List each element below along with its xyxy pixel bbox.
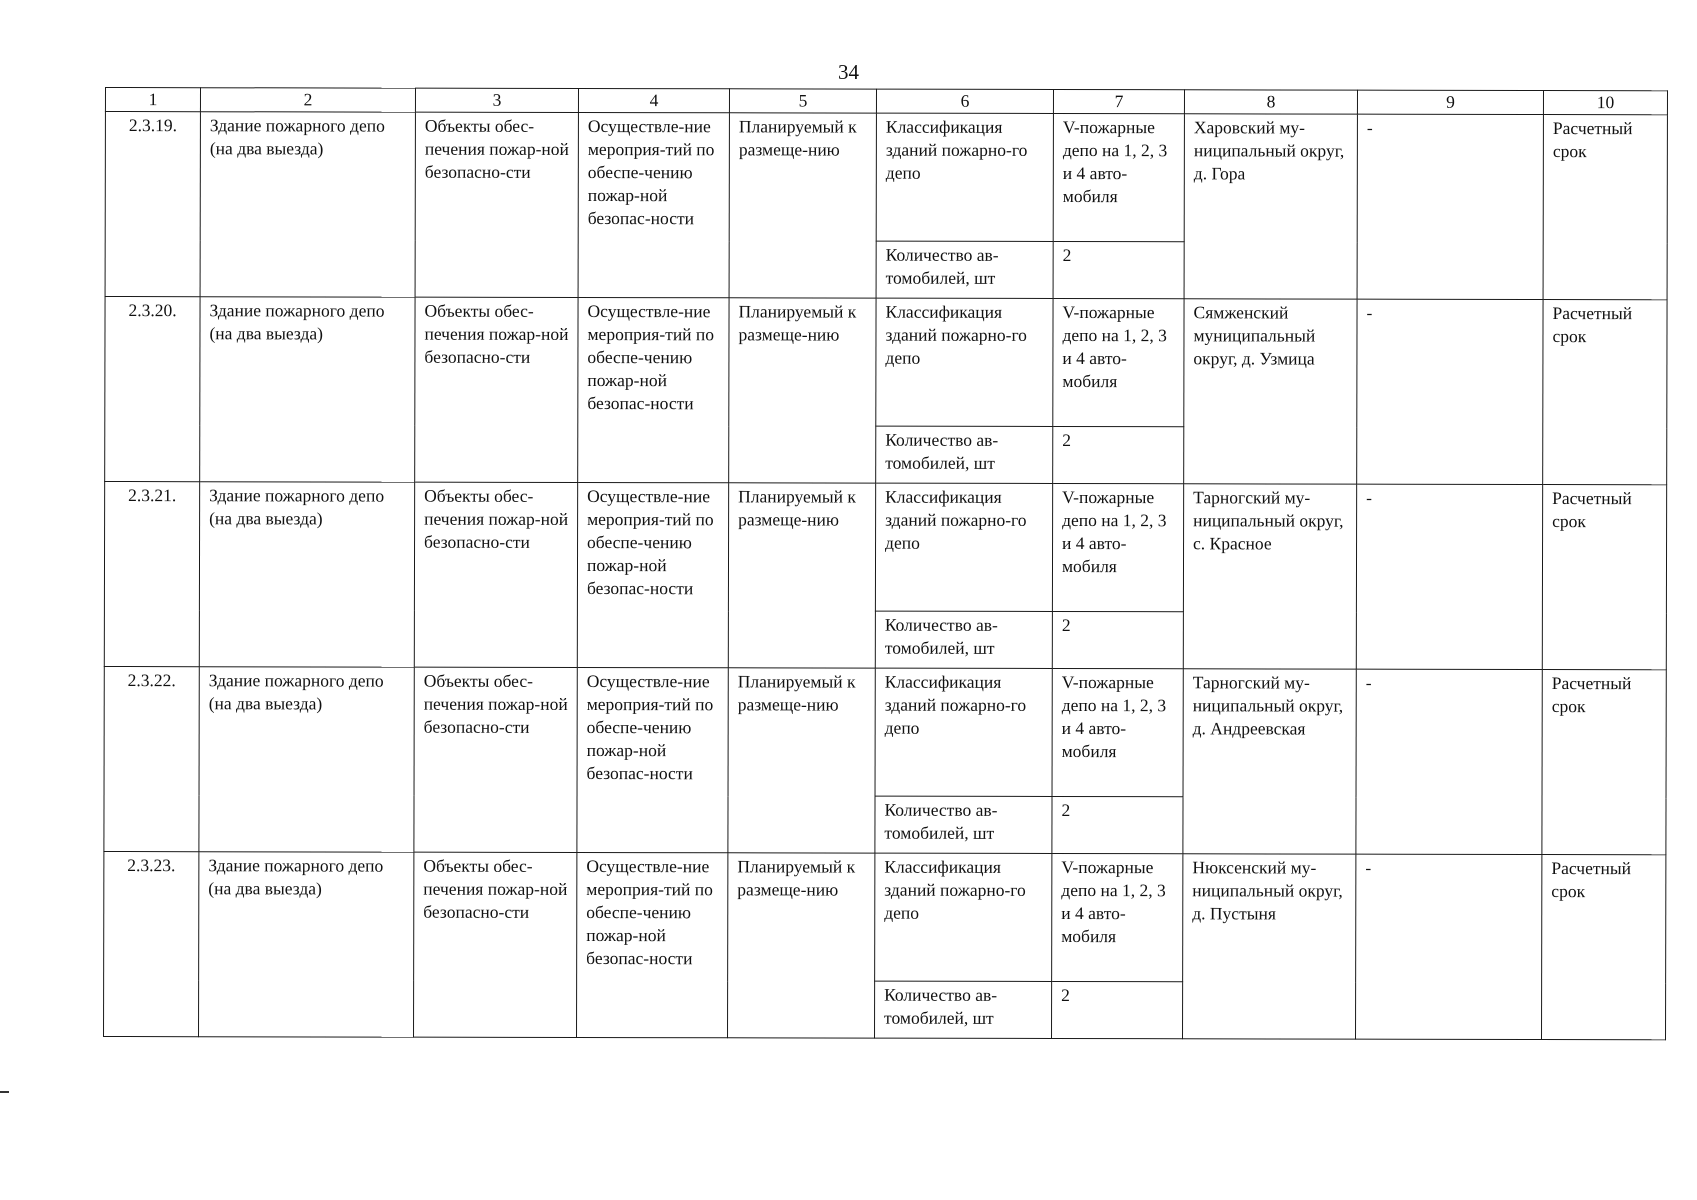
- object-status: Планируемый к размеще-нию: [729, 298, 876, 483]
- column-number-row: [105, 88, 1667, 115]
- table-row: [105, 112, 1667, 243]
- object-type: Объекты обес-печения пожар-ной безопасно-сти: [414, 482, 577, 667]
- row-id: 2.3.21.: [104, 482, 199, 667]
- param-classification-label: Классификация зданий пожарно-го депо: [876, 113, 1053, 241]
- object-location: Харовский му-ниципальный округ, д. Гора: [1184, 114, 1357, 299]
- column-number: 5: [729, 89, 876, 113]
- object-status: Планируемый к размеще-нию: [728, 668, 875, 853]
- object-purpose: Осуществле-ние мероприя-тий по обеспе-чению пожар-ной безопас-ности: [577, 482, 728, 667]
- param-classification-label: Классификация зданий пожарно-го депо: [875, 483, 1052, 611]
- param-vehicle-count-value: 2: [1052, 611, 1183, 668]
- object-type: Объекты обес-печения пожар-ной безопасно-сти: [415, 297, 578, 482]
- param-classification-value: V-пожарные депо на 1, 2, 3 и 4 авто-мобиля: [1053, 298, 1184, 426]
- object-status: Планируемый к размеще-нию: [728, 483, 875, 668]
- param-vehicle-count-value: 2: [1052, 981, 1183, 1038]
- page-number: 34: [838, 60, 859, 84]
- implementation-deadline: Расчетный срок: [1542, 670, 1666, 855]
- table-row: [104, 482, 1666, 613]
- row-id: 2.3.19.: [105, 112, 200, 297]
- object-status: Планируемый к размеще-нию: [728, 853, 875, 1038]
- object-name: Здание пожарного депо (на два выезда): [199, 852, 414, 1037]
- param-classification-value: V-пожарные депо на 1, 2, 3 и 4 авто-мобиля: [1053, 113, 1184, 241]
- param-classification-value: V-пожарные депо на 1, 2, 3 и 4 авто-мобиля: [1052, 668, 1183, 796]
- column-number: 8: [1184, 90, 1357, 114]
- column-number: 3: [415, 88, 578, 112]
- param-classification-label: Классификация зданий пожарно-го депо: [876, 298, 1053, 426]
- column-number: 4: [578, 88, 729, 112]
- column-number: 10: [1543, 91, 1667, 115]
- object-name: Здание пожарного депо (на два выезда): [199, 482, 414, 667]
- object-purpose: Осуществле-ние мероприя-тий по обеспе-чению пожар-ной безопас-ности: [578, 112, 729, 297]
- column-number: 6: [876, 89, 1053, 113]
- object-name: Здание пожарного депо (на два выезда): [200, 112, 415, 297]
- object-type: Объекты обес-печения пожар-ной безопасно-сти: [414, 667, 577, 852]
- param-vehicle-count-label: Количество ав-томобилей, шт: [875, 611, 1052, 668]
- implementation-deadline: Расчетный срок: [1543, 115, 1667, 300]
- param-classification-value: V-пожарные депо на 1, 2, 3 и 4 авто-мобиля: [1052, 853, 1183, 981]
- fire-depot-registry-table: [103, 87, 1668, 1040]
- param-classification-label: Классификация зданий пожарно-го депо: [875, 668, 1052, 796]
- object-location: Тарногский му-ниципальный округ, с. Красное: [1183, 484, 1356, 669]
- functional-zone: -: [1356, 854, 1542, 1039]
- object-name: Здание пожарного депо (на два выезда): [199, 667, 414, 852]
- row-id: 2.3.20.: [105, 297, 200, 482]
- object-purpose: Осуществле-ние мероприя-тий по обеспе-чению пожар-ной безопас-ности: [578, 297, 729, 482]
- implementation-deadline: Расчетный срок: [1542, 855, 1666, 1040]
- object-purpose: Осуществле-ние мероприя-тий по обеспе-чению пожар-ной безопас-ности: [577, 667, 728, 852]
- implementation-deadline: Расчетный срок: [1542, 485, 1666, 670]
- object-status: Планируемый к размеще-нию: [729, 113, 876, 298]
- object-name: Здание пожарного депо (на два выезда): [200, 297, 415, 482]
- param-classification-label: Классификация зданий пожарно-го депо: [875, 853, 1052, 981]
- table-row: [104, 851, 1666, 982]
- object-location: Сямженский муниципальный округ, д. Узмица: [1184, 299, 1357, 484]
- column-number: 7: [1053, 89, 1184, 113]
- object-type: Объекты обес-печения пожар-ной безопасно-сти: [415, 112, 578, 297]
- param-vehicle-count-label: Количество ав-томобилей, шт: [876, 426, 1053, 483]
- table-row: [104, 666, 1666, 797]
- functional-zone: -: [1356, 484, 1542, 669]
- object-location: Тарногский му-ниципальный округ, д. Андреевская: [1183, 669, 1356, 854]
- column-number: 9: [1357, 90, 1543, 114]
- param-classification-value: V-пожарные депо на 1, 2, 3 и 4 авто-мобиля: [1052, 483, 1183, 611]
- object-purpose: Осуществле-ние мероприя-тий по обеспе-чению пожар-ной безопас-ности: [577, 852, 728, 1037]
- param-vehicle-count-label: Количество ав-томобилей, шт: [875, 796, 1052, 853]
- param-vehicle-count-value: 2: [1053, 241, 1184, 298]
- implementation-deadline: Расчетный срок: [1543, 300, 1667, 485]
- object-location: Нюксенский му-ниципальный округ, д. Пустыня: [1183, 854, 1356, 1039]
- scan-margin-mark: [0, 1091, 9, 1093]
- column-number: 1: [105, 88, 200, 112]
- object-type: Объекты обес-печения пожар-ной безопасно-сти: [414, 852, 577, 1037]
- functional-zone: -: [1357, 114, 1543, 299]
- param-vehicle-count-label: Количество ав-томобилей, шт: [875, 981, 1052, 1038]
- param-vehicle-count-label: Количество ав-томобилей, шт: [876, 241, 1053, 298]
- row-id: 2.3.23.: [104, 851, 199, 1036]
- table-row: [105, 297, 1667, 428]
- param-vehicle-count-value: 2: [1052, 796, 1183, 853]
- param-vehicle-count-value: 2: [1053, 426, 1184, 483]
- functional-zone: -: [1357, 299, 1543, 484]
- column-number: 2: [200, 88, 415, 112]
- functional-zone: -: [1356, 669, 1542, 854]
- row-id: 2.3.22.: [104, 666, 199, 851]
